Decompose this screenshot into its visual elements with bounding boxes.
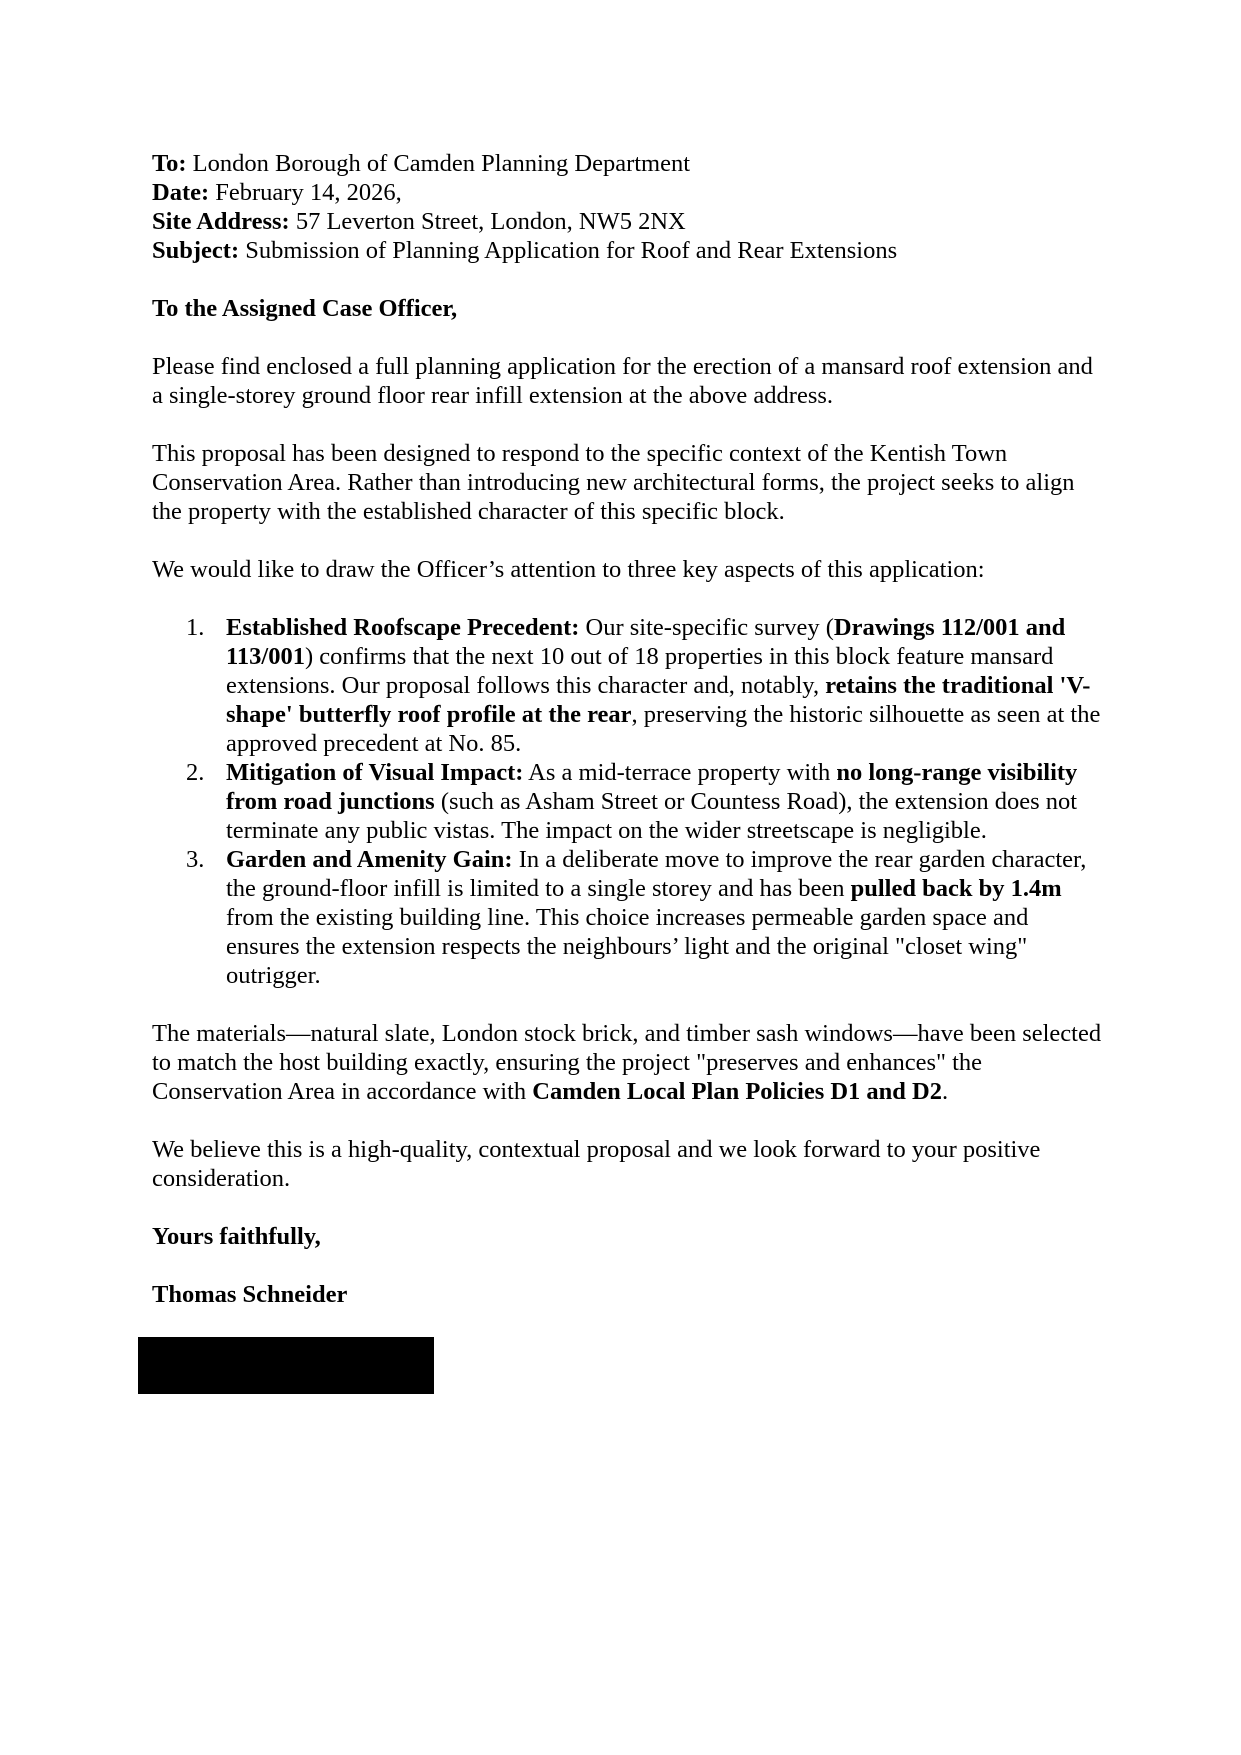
- list-item-text: Our site-specific survey (: [579, 614, 834, 641]
- redacted-block: [138, 1337, 434, 1394]
- to-label: To:: [152, 150, 187, 177]
- list-item-title: Garden and Amenity Gain:: [226, 846, 513, 873]
- site-address-label: Site Address:: [152, 208, 290, 235]
- list-item-title: Established Roofscape Precedent:: [226, 614, 580, 641]
- list-item-text: As a mid-terrace property with: [523, 759, 837, 786]
- subject-line: [152, 236, 1102, 265]
- to-value: London Borough of Camden Planning Department: [186, 150, 691, 177]
- signoff: Yours faithfully,: [152, 1223, 321, 1250]
- list-item-number: 3.: [186, 846, 205, 873]
- list-item: [152, 845, 1102, 990]
- list-item-emphasis: no long-range visibility from road junctions: [226, 759, 1078, 815]
- list-item-number: 1.: [186, 614, 205, 641]
- context-paragraph: This proposal has been designed to respond to the specific context of the Kentish Town Conservation Area. Rather than introducing new architectural forms, the project seeks to align the property with the established character of this specific block.: [152, 440, 1075, 525]
- intro-paragraph: Please find enclosed a full planning application for the erection of a mansard roof extension and a single-storey ground floor rear infill extension at the above address.: [152, 353, 1093, 409]
- date-value: February 14, 2026,: [209, 179, 402, 206]
- list-item-emphasis: pulled back by 1.4m: [850, 875, 1062, 902]
- list-item-text: ) confirms that the next 10 out of 18 properties in this block feature mansard extensions. Our proposal follows this character and, notably,: [226, 643, 1054, 699]
- aspects-intro-paragraph: We would like to draw the Officer’s attention to three key aspects of this application:: [152, 556, 985, 583]
- key-aspects-list: [152, 613, 1102, 990]
- list-item-title: Mitigation of Visual Impact:: [226, 759, 524, 786]
- subject-label: Subject:: [152, 237, 240, 264]
- list-item-text: In a deliberate move to improve the rear garden character, the ground-floor infill is limited to a single storey and has been: [226, 846, 1087, 902]
- list-item: [152, 613, 1102, 758]
- list-item-emphasis: retains the traditional 'V-shape' butterfly roof profile at the rear: [226, 672, 1091, 728]
- to-line: [152, 149, 1102, 178]
- list-item-text: (such as Asham Street or Countess Road), the extension does not terminate any public vistas. The impact on the wider streetscape is negligible.: [226, 788, 1078, 844]
- date-label: Date:: [152, 179, 210, 206]
- site-address-value: 57 Leverton Street, London, NW5 2NX: [289, 208, 686, 235]
- list-item: [152, 758, 1102, 845]
- materials-text-end: .: [942, 1078, 949, 1105]
- site-address-line: [152, 207, 1102, 236]
- salutation: To the Assigned Case Officer,: [152, 295, 458, 322]
- list-item-emphasis: Drawings 112/001 and 113/001: [226, 614, 1066, 670]
- closing-paragraph: We believe this is a high-quality, contextual proposal and we look forward to your positive consideration.: [152, 1136, 1041, 1192]
- policy-reference: Camden Local Plan Policies D1 and D2: [532, 1078, 943, 1105]
- materials-paragraph: [152, 1019, 1102, 1106]
- subject-value: Submission of Planning Application for Roof and Rear Extensions: [239, 237, 898, 264]
- materials-text: The materials—natural slate, London stock brick, and timber sash windows—have been selected to match the host building exactly, ensuring the project "preserves and enhances" the Conservation Area in accordance with: [152, 1020, 1102, 1105]
- list-item-number: 2.: [186, 759, 205, 786]
- date-line: [152, 178, 1102, 207]
- list-item-text: , preserving the historic silhouette as seen at the approved precedent at No. 85.: [226, 701, 1101, 757]
- list-item-text: from the existing building line. This choice increases permeable garden space and ensures the extension respects the neighbours’ light and the original "closet wing" outrigger.: [226, 904, 1029, 989]
- letter-body: [152, 149, 1102, 1309]
- signatory-name: Thomas Schneider: [152, 1281, 348, 1308]
